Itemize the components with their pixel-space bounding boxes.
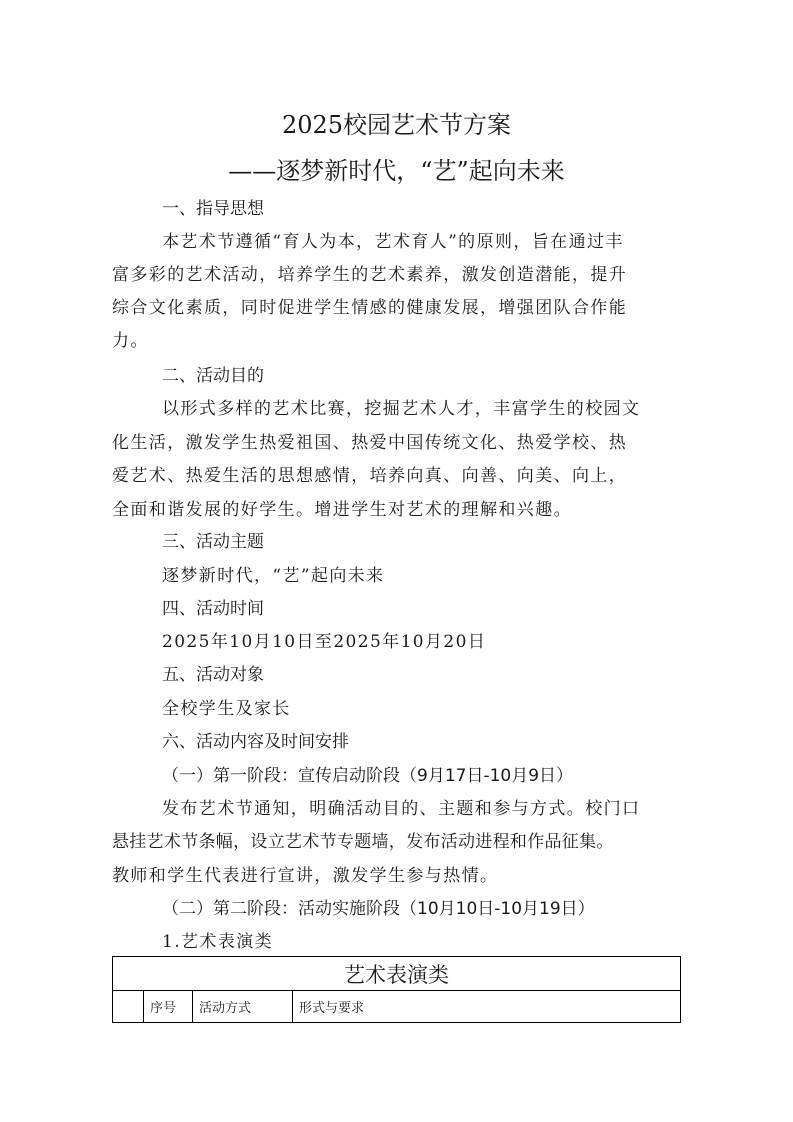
section-heading-content-schedule: 六、活动内容及时间安排: [162, 732, 349, 752]
paragraph-line: 教师和学生代表进行宣讲，激发学生参与热情。: [112, 866, 499, 886]
time-text: 2025年10月10日至2025年10月20日: [162, 632, 487, 652]
performance-table: [112, 956, 681, 1023]
document-title: 2025校园艺术节方案: [281, 111, 512, 139]
paragraph-line: 综合文化素质，同时促进学生情感的健康发展，增强团队合作能: [112, 298, 628, 318]
table-header-index: 序号: [144, 991, 193, 1023]
section-heading-guiding-ideology: 一、指导思想: [162, 199, 264, 219]
paragraph-line: 爱艺术、热爱生活的思想感情，培养向真、向善、向美、向上，: [112, 466, 628, 486]
phase1-heading: （一）第一阶段：宣传启动阶段（9月17日-10月9日）: [162, 766, 574, 786]
paragraph-line: 发布艺术节通知，明确活动目的、主题和参与方式。校门口: [162, 799, 641, 819]
table-header-blank: [113, 991, 144, 1023]
table-header-row: [113, 991, 681, 1023]
paragraph-line: 化生活，激发学生热爱祖国、热爱中国传统文化、热爱学校、热: [112, 433, 628, 453]
paragraph-line: 悬挂艺术节条幅，设立艺术节专题墙，发布活动进程和作品征集。: [112, 832, 614, 852]
paragraph-line: 富多彩的艺术活动，培养学生的艺术素养，激发创造潜能，提升: [112, 265, 628, 285]
table-header-method: 活动方式: [193, 991, 293, 1023]
table-title: 艺术表演类: [113, 957, 681, 991]
paragraph-line: 本艺术节遵循“育人为本，艺术育人”的原则，旨在通过丰: [162, 232, 624, 252]
paragraph-line: 力。: [112, 331, 149, 351]
section-heading-activity-audience: 五、活动对象: [162, 665, 264, 685]
paragraph-line: 全面和谐发展的好学生。增进学生对艺术的理解和兴趣。: [112, 500, 572, 520]
document-subtitle: ——逐梦新时代，“艺”起向未来: [228, 157, 565, 185]
table-header-requirements: 形式与要求: [293, 991, 681, 1023]
phase2-heading: （二）第二阶段：活动实施阶段（10月10日-10月19日）: [162, 899, 595, 919]
subsection-item-performance: 1.艺术表演类: [162, 932, 274, 952]
paragraph-line: 以形式多样的艺术比赛，挖掘艺术人才，丰富学生的校园文: [162, 399, 641, 419]
section-heading-activity-purpose: 二、活动目的: [162, 366, 264, 386]
section-heading-activity-theme: 三、活动主题: [162, 532, 264, 552]
section-heading-activity-time: 四、活动时间: [162, 599, 264, 619]
audience-text: 全校学生及家长: [162, 699, 291, 719]
theme-text: 逐梦新时代，“艺”起向未来: [162, 566, 385, 586]
